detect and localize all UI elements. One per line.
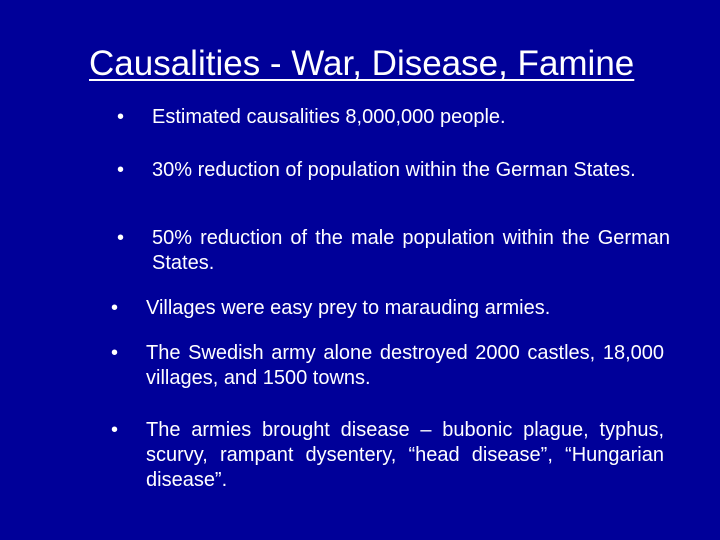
bullet-text: 30% reduction of population within the German States.	[152, 159, 636, 181]
bullet-text: 50% reduction of the male population within the German States.	[152, 227, 670, 274]
bullet-text: Estimated causalities 8,000,000 people.	[152, 106, 506, 128]
bullet-text: Villages were easy prey to marauding armies.	[146, 297, 551, 319]
bullet-marker: •	[117, 106, 125, 128]
bullet-marker: •	[111, 297, 119, 319]
bullet-marker: •	[111, 419, 119, 441]
bullet-marker: •	[111, 342, 119, 364]
slide-title: Causalities - War, Disease, Famine	[89, 44, 635, 83]
bullet-text: The armies brought disease – bubonic plague, typhus, scurvy, rampant dysentery, “head disease”, “Hungarian disease”.	[146, 419, 664, 491]
bullet-marker: •	[117, 159, 125, 181]
bullet-marker: •	[117, 227, 125, 249]
bullet-text: The Swedish army alone destroyed 2000 castles, 18,000 villages, and 1500 towns.	[146, 342, 664, 389]
